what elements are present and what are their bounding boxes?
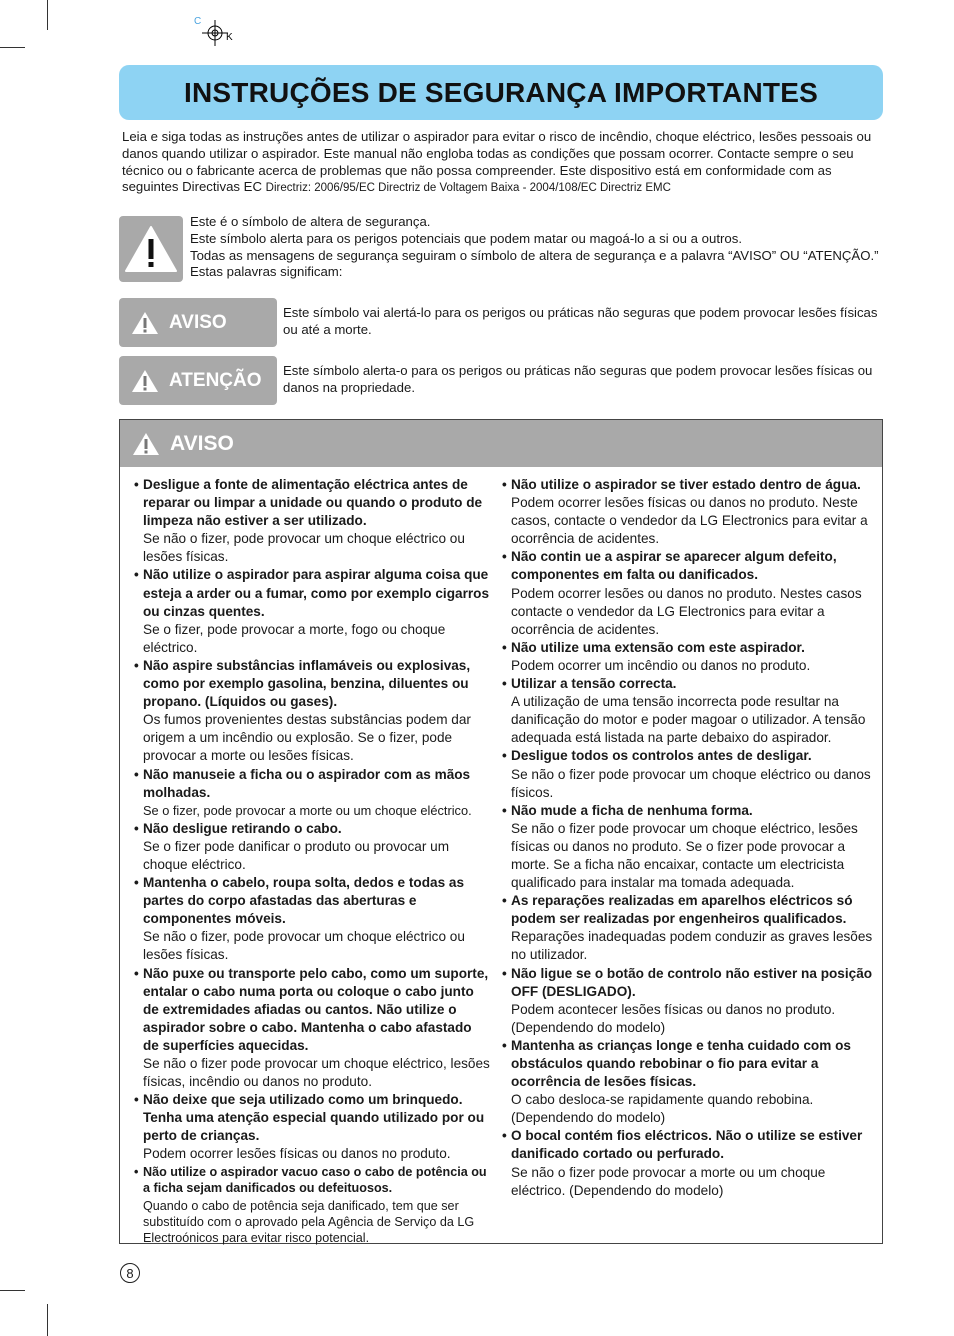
safety-line-1: Este é o símbolo de altera de segurança. bbox=[190, 214, 431, 229]
safety-line-4: Estas palavras significam: bbox=[190, 264, 343, 280]
item-heading: • Não aspire substâncias inflamáveis ou explosivas, como por exemplo gasolina, benzina, diluentes ou propano. (Líquidos ou gases). bbox=[143, 657, 490, 711]
item-text: O cabo desloca-se rapidamente quando rebobina. (Dependendo do modelo) bbox=[511, 1092, 814, 1126]
warning-triangle-icon bbox=[124, 224, 178, 274]
list-item bbox=[502, 476, 876, 548]
intro-paragraph bbox=[122, 129, 884, 197]
item-heading: • O bocal contém fios eléctricos. Não o utilize se estiver danificado cortado ou perfurado. bbox=[511, 1127, 876, 1163]
aviso-left-column bbox=[134, 476, 490, 1247]
item-heading: • Não contin ue a aspirar se aparecer algum defeito, componentes em falta ou danificados. bbox=[511, 548, 876, 584]
crosshair-icon bbox=[202, 20, 228, 46]
item-text: Podem ocorrer lesões físicas ou danos no produto. bbox=[143, 1146, 451, 1162]
safety-line-2: Este símbolo alerta para os perigos potenciais que podem matar ou magoá-lo a si ou a outros. bbox=[190, 230, 742, 246]
item-heading: • Mantenha as crianças longe e tenha cuidado com os obstáculos quando rebobinar o fio para evitar a ocorrência de lesões físicas. bbox=[511, 1037, 876, 1091]
item-heading: • Utilizar a tensão correcta. bbox=[511, 675, 876, 693]
registration-c: C bbox=[194, 16, 202, 27]
aviso-description: Este símbolo vai alertá-lo para os perigos ou práticas não seguras que podem provocar lesões físicas ou até a morte. bbox=[283, 305, 878, 337]
item-text: Se não o fizer, pode provocar um choque eléctrico ou lesões físicas. bbox=[143, 531, 465, 565]
item-text: Se não o fizer pode provocar um choque eléctrico, lesões físicas ou danos no produto. Se o fizer pode provocar a morte. Se a ficha não encaixar, contacte um electricista qualificado para instalar ma tomada adequada. bbox=[511, 820, 858, 891]
atencao-label-box bbox=[119, 356, 277, 405]
list-item bbox=[134, 1091, 490, 1163]
warning-triangle-icon bbox=[132, 432, 160, 456]
item-text: Se não o fizer pode provocar a morte ou um choque eléctrico. (Dependendo do modelo) bbox=[511, 1164, 826, 1198]
aviso-panel-title: AVISO bbox=[170, 431, 234, 455]
item-text: Se o fizer, pode provocar a morte ou um choque eléctrico. bbox=[143, 802, 472, 818]
item-text: Se o fizer pode danificar o produto ou provocar um choque eléctrico. bbox=[143, 838, 450, 872]
aviso-label: AVISO bbox=[169, 311, 227, 333]
list-item bbox=[502, 1127, 876, 1199]
page-title: INSTRUÇÕES DE SEGURANÇA IMPORTANTES bbox=[184, 76, 818, 108]
item-heading: • Não utilize uma extensão com este aspirador. bbox=[511, 639, 876, 657]
list-item bbox=[134, 766, 490, 820]
list-item bbox=[134, 657, 490, 766]
list-item bbox=[134, 820, 490, 874]
warning-triangle-icon bbox=[131, 369, 159, 393]
item-heading: • Mantenha o cabelo, roupa solta, dedos e todas as partes do corpo afastadas das aberturas e componentes móveis. bbox=[143, 874, 490, 928]
item-text: Podem ocorrer um incêndio ou danos no produto. bbox=[511, 657, 811, 673]
list-item bbox=[502, 639, 876, 675]
atencao-description: Este símbolo alerta-o para os perigos ou práticas não seguras que podem provocar lesões físicas ou danos na propriedade. bbox=[283, 363, 873, 395]
list-item bbox=[134, 566, 490, 656]
item-text: Se não o fizer pode provocar um choque eléctrico ou danos físicos. bbox=[511, 766, 871, 800]
safety-line-3: Todas as mensagens de segurança seguiram o símbolo de altera de segurança e a palavra “AVISO” OU “ATENÇÃO.” bbox=[190, 247, 879, 263]
item-heading: • Não puxe ou transporte pelo cabo, como um suporte, entalar o cabo numa porta ou coloque o cabo junto de extremidades afiadas ou cantos. Não utilize o aspirador sobre o cabo. Mantenha o cabo afastado de superfícies aquecidas. bbox=[143, 965, 490, 1055]
crop-mark-bottom-left-horizontal bbox=[0, 1290, 25, 1291]
item-text: Podem acontecer lesões físicas ou danos no produto. (Dependendo do modelo) bbox=[511, 1001, 836, 1035]
list-item bbox=[502, 965, 876, 1037]
page-number: 8 bbox=[120, 1263, 140, 1283]
item-text: Se não o fizer pode provocar um choque eléctrico, lesões físicas, incêndio ou danos no produto. bbox=[143, 1056, 490, 1090]
list-item bbox=[134, 1164, 490, 1247]
item-heading: • Não deixe que seja utilizado como um brinquedo. Tenha uma atenção especial quando utilizado por ou perto de crianças. bbox=[143, 1091, 490, 1145]
safety-symbol-explanation bbox=[190, 214, 890, 281]
item-text: Os fumos provenientes destas substâncias podem dar origem a um incêndio ou explosão. Se o fizer, pode provocar a morte ou lesões físicas. bbox=[143, 712, 471, 764]
item-heading: • Não manuseie a ficha ou o aspirador com as mãos molhadas. bbox=[143, 766, 490, 802]
crop-mark-bottom-left-vertical bbox=[47, 1304, 48, 1336]
item-heading: • Não utilize o aspirador se tiver estado dentro de água. bbox=[511, 476, 876, 494]
item-text: Se não o fizer, pode provocar um choque eléctrico ou lesões físicas. bbox=[143, 929, 465, 963]
registration-mark bbox=[190, 16, 240, 48]
item-heading: • Não utilize o aspirador para aspirar alguma coisa que esteja a arder ou a fumar, como por exemplo cigarros ou cinzas quentes. bbox=[143, 566, 490, 620]
item-text: Se o fizer, pode provocar a morte, fogo ou choque eléctrico. bbox=[143, 621, 446, 655]
list-item bbox=[502, 675, 876, 747]
item-heading: • Não desligue retirando o cabo. bbox=[143, 820, 490, 838]
crop-mark-top-left-horizontal bbox=[0, 47, 25, 48]
aviso-right-column bbox=[502, 476, 876, 1200]
list-item bbox=[502, 892, 876, 964]
item-heading: • Desligue todos os controlos antes de desligar. bbox=[511, 747, 876, 765]
item-text: Quando o cabo de potência seja danificado, tem que ser substituído com o aprovado pela Agência de Serviço da LG Electroónicos para evitar risco potencial. bbox=[143, 1198, 475, 1246]
item-text: Podem ocorrer lesões físicas ou danos no produto. Neste casos, contacte o vendedor da LG Electronics para evitar a ocorrência de acidentes. bbox=[511, 495, 868, 547]
list-item bbox=[502, 1037, 876, 1127]
warning-triangle-icon bbox=[131, 311, 159, 335]
item-text: Podem ocorrer lesões ou danos no produto. Nestes casos contacte o vendedor da LG Electronics para evitar a ocorrência de acidentes. bbox=[511, 585, 862, 637]
item-heading: • As reparações realizadas em aparelhos eléctricos só podem ser realizadas por engenheiros qualificados. bbox=[511, 892, 876, 928]
crop-mark-top-left-vertical bbox=[47, 0, 48, 30]
item-heading: • Não utilize o aspirador vacuo caso o cabo de potência ou a ficha sejam danificados ou defeituosos. bbox=[143, 1164, 490, 1196]
safety-alert-symbol bbox=[119, 216, 183, 282]
intro-directives: Directriz: 2006/95/EC Directriz de Voltagem Baixa - 2004/108/EC Directriz EMC bbox=[265, 182, 671, 195]
item-heading: • Não mude a ficha de nenhuma forma. bbox=[511, 802, 876, 820]
title-banner bbox=[119, 65, 883, 120]
list-item bbox=[134, 874, 490, 964]
item-heading: • Desligue a fonte de alimentação eléctrica antes de reparar ou limpar a unidade ou quando o produto de limpeza não estiver a ser utilizado. bbox=[143, 476, 490, 530]
item-text: A utilização de uma tensão incorrecta pode resultar na danificação do motor e poder magoar o utilizador. A tensão adequada está listada na parte debaixo do aspirador. bbox=[511, 694, 866, 746]
aviso-panel bbox=[119, 419, 883, 1244]
aviso-panel-header bbox=[120, 420, 882, 467]
registration-k: K bbox=[226, 32, 233, 43]
list-item bbox=[134, 476, 490, 566]
list-item bbox=[502, 802, 876, 892]
list-item bbox=[502, 747, 876, 801]
item-heading: • Não ligue se o botão de controlo não estiver na posição OFF (DESLIGADO). bbox=[511, 965, 876, 1001]
atencao-label: ATENÇÃO bbox=[169, 369, 262, 391]
list-item bbox=[134, 965, 490, 1092]
list-item bbox=[502, 548, 876, 638]
item-text: Reparações inadequadas podem conduzir as graves lesões no utilizador. bbox=[511, 929, 873, 963]
intro-main-text: Leia e siga todas as instruções antes de utilizar o aspirador para evitar o risco de incêndio, choque eléctrico, lesões pessoais ou danos quando utilizar o aspirador. Este manual não engloba todas as condições que possam ocorrer. Contacte sempre o seu técnico ou o fabricante acerca de problemas que não possa compreender. Este dispositivo está em conformidade com as seguintes Directivas EC bbox=[122, 129, 872, 195]
aviso-label-box bbox=[119, 298, 277, 347]
